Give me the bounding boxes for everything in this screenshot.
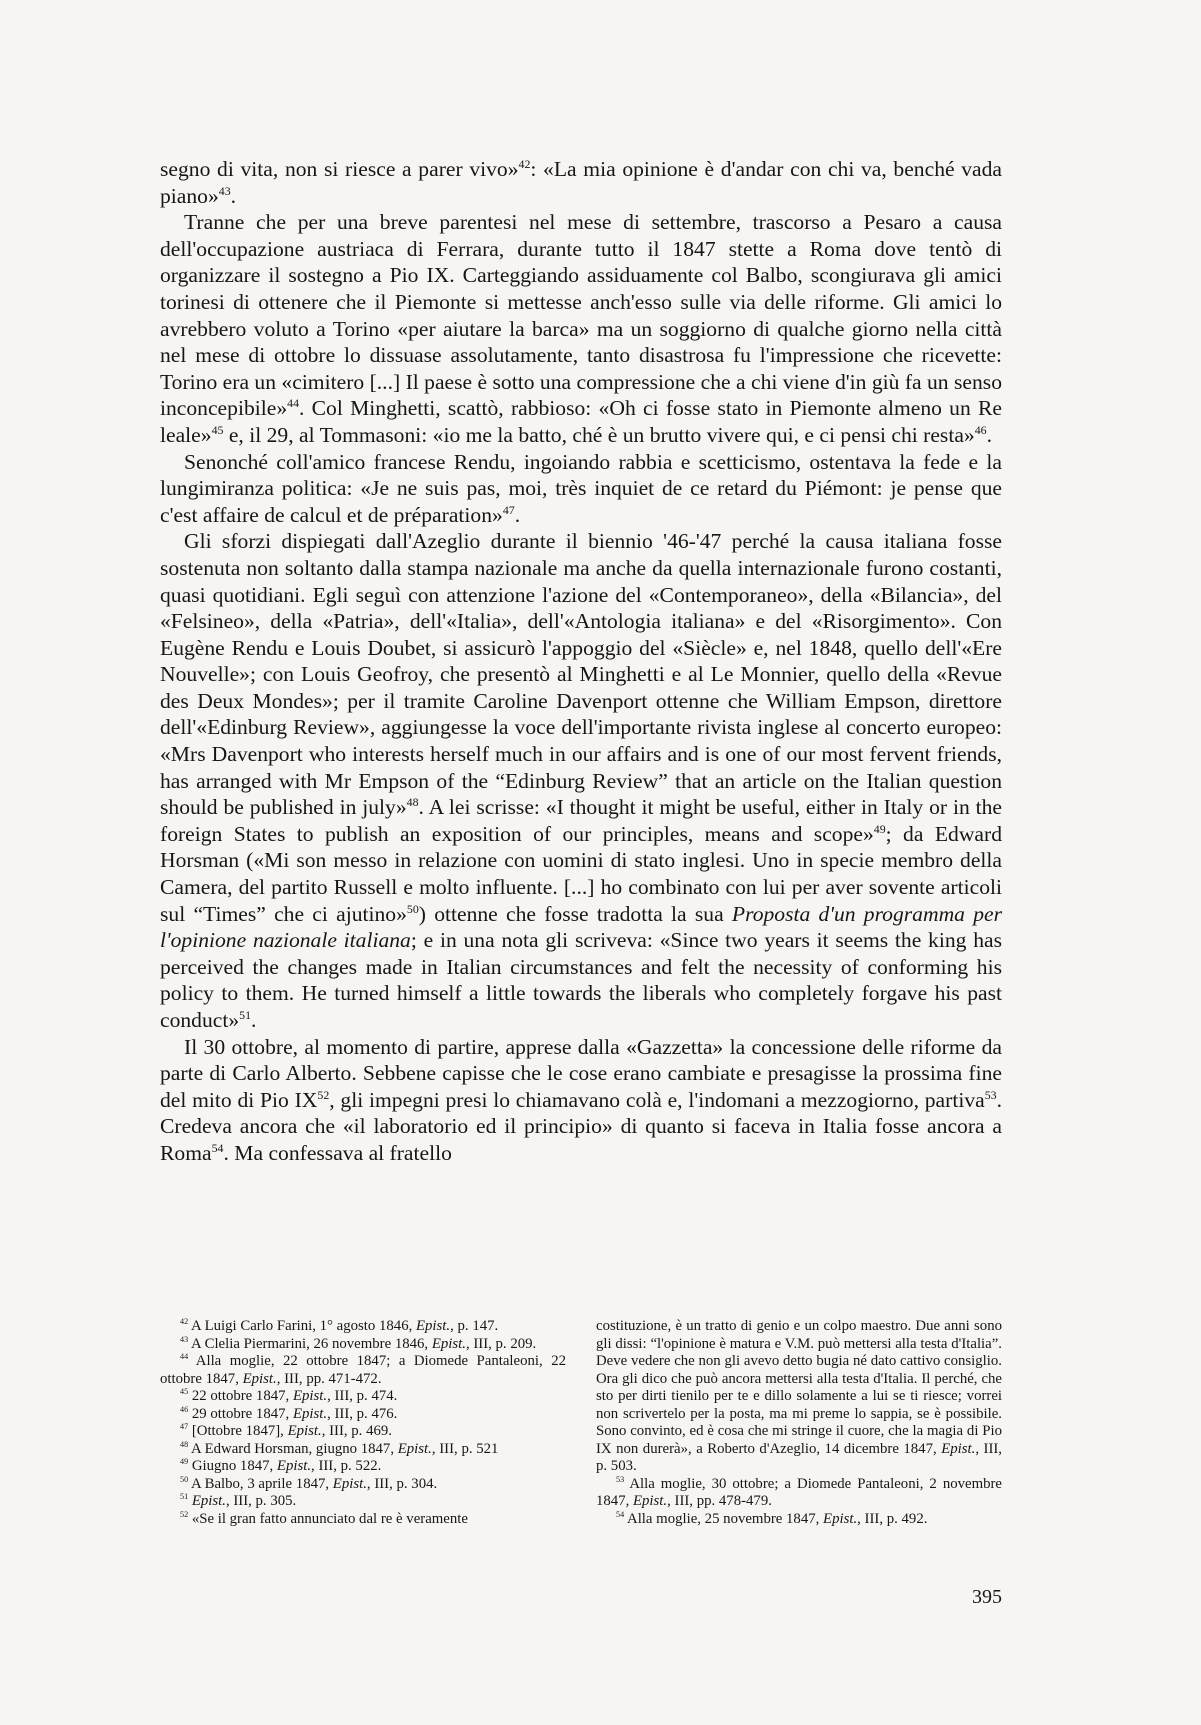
- footnote-ref: 48: [406, 795, 419, 810]
- footnote: $^{45}$ 22 ottobre 1847, Epist., III, p. 474.: [180, 1387, 398, 1404]
- footnote-ref: 51: [239, 1007, 252, 1022]
- page-number: 395: [972, 1586, 1002, 1608]
- italic-title: Epist.: [292, 1388, 328, 1404]
- footnote-ref: 50: [180, 1474, 189, 1484]
- italic-title: Proposta d'un programma per l'opinione nazionale italiana: [160, 901, 1002, 953]
- paragraph: segno di vita, non si riesce a parer vivo»$^{42}$: «La mia opinione è d'andar con chi va, benché vada piano»$^{43}$.: [160, 156, 1002, 208]
- footnote-ref: 49: [873, 821, 886, 836]
- footnote-ref: 54: [616, 1509, 625, 1519]
- footnote-ref: 42: [518, 156, 531, 171]
- footnote-ref: 42: [180, 1317, 189, 1327]
- footnote-ref: 52: [317, 1087, 330, 1102]
- footnote-ref: 46: [180, 1404, 189, 1414]
- italic-title: Epist.: [431, 1335, 466, 1352]
- footnote: $^{48}$ A Edward Horsman, giugno 1847, Epist., III, p. 521: [180, 1439, 499, 1457]
- italic-title: Epist.: [941, 1440, 976, 1457]
- italic-title: Epist.: [332, 1475, 367, 1492]
- footnote: $^{47}$ [Ottobre 1847], Epist., III, p. 469.: [180, 1422, 392, 1439]
- footnote-ref: 51: [180, 1492, 189, 1502]
- footnote: $^{51}$ Epist., III, p. 305.: [180, 1492, 297, 1509]
- footnote-ref: 43: [218, 183, 231, 198]
- footnote-ref: 53: [984, 1087, 997, 1102]
- footnotes: [160, 1318, 1002, 1528]
- paragraph: Tranne che per una breve parentesi nel mese di settembre, trascorso a Pesaro a causa dell'occupazione austriaca di Ferrara, durante tutto il 1847 stette a Roma dove tentò di organizzare il sostegno a Pio IX. Carteggiando assiduamente col Balbo, scongiurava gli amici torinesi di ottenere che il Piemonte si mettesse anch'esso sulle via delle riforme. Gli amici lo avrebbero voluto a Torino «per aiutare la barca» ma un soggiorno di qualche giorno nella città nel mese di ottobre lo dissuase assolutamente, tanto disastrosa fu l'impressione che ricevette: Torino era un «cimitero [...] Il paese è sotto una compressione che a chi viene d'in giù fa un senso inconcepibile»$^{44}$. Col Minghetti, scattò, rabbioso: «Oh ci fosse stato in Piemonte almeno un Re leale»$^{45}$ e, il 29, al Tommasoni: «io me la batto, ché è un brutto vivere qui, e ci pensi chi resta»$^{46}$.: [160, 210, 1002, 447]
- footnote-continuation: costituzione, è un tratto di genio e un colpo maestro. Due anni sono gli dissi: “l'opinione è matura e V.M. può mettersi alla testa d'Italia”. Deve vedere che non gli avevo detto bugia né dato cattivo consiglio. Ora gli dico che può ancora mettersi alla testa d'Italia. Il perché, che sto per dirti tienilo per te e dillo solamente a lui se ti riesce; vorrei non scrivertelo per la posta, ma mi preme lo sappia, se è possibile. Sono convinto, ed è cosa che mi stringe il cuore, che la magia di Pio IX non durerà», a Roberto d'Azeglio, 14 dicembre 1847, Epist., III, p. 503.: [596, 1318, 1002, 1474]
- footnote-ref: 47: [180, 1422, 189, 1432]
- paragraph: Il 30 ottobre, al momento di partire, apprese dalla «Gazzetta» la concessione delle riforme da parte di Carlo Alberto. Sebbene capisse che le cose erano cambiate e presagisse la prossima fine del mito di Pio IX$^{52}$, gli impegni presi lo chiamavano colà e, l'indomani a mezzogiorno, partiva$^{53}$. Credeva ancora che «il laboratorio ed il principio» di quanto si faceva in Italia fosse ancora a Roma$^{54}$. Ma confessava al fratello: [160, 1034, 1002, 1165]
- italic-title: Epist.: [276, 1458, 312, 1474]
- footnote: $^{44}$ Alla moglie, 22 ottobre 1847; a Diomede Pantaleoni, 22 ottobre 1847, Epist., III, pp. 471-472.: [160, 1352, 566, 1387]
- paragraph: Gli sforzi dispiegati dall'Azeglio durante il biennio '46-'47 perché la causa italiana fosse sostenuta non soltanto dalla stampa nazionale ma anche da quella internazionale furono costanti, quasi quotidiani. Egli seguì con attenzione l'azione del «Contemporaneo», della «Bilancia», del «Felsineo», della «Patria», dell'«Italia», dell'«Antologia italiana» e del «Risorgimento». Con Eugène Rendu e Louis Doubet, si assicurò l'appoggio del «Siècle» e, nel 1848, quello dell'«Ere Nouvelle»; con Louis Geofroy, che presentò al Minghetti e al Le Monnier, quello della «Revue des Deux Mondes»; per il tramite Caroline Davenport ottenne che William Empson, direttore dell'«Edinburg Review», aggiungesse la voce dell'importante rivista inglese al concerto europeo: «Mrs Davenport who interests herself much in our affairs and is one of our most fervent friends, has arranged with Mr Empson of the “Edinburg Review” that an article on the Italian question should be published in july»$^{48}$. A lei scrisse: «I thought it might be useful, either in Italy or in the foreign States to publish an exposition of our principles, means and scope»$^{49}$; da Edward Horsman («Mi son messo in relazione con uomini di stato inglesi. Uno in specie membro della Camera, del partito Russell e molto influente. [...] ho combinato con lui per aver sovente articoli sul “Times” che ci ajutino»$^{50}$) ottenne che fosse tradotta la sua Proposta d'un programma per l'opinione nazionale italiana; e in una nota gli scriveva: «Since two years it seems the king has perceived the changes made in Italian circumstances and felt the necessity of conforming his policy to them. He turned himself a little towards the liberals who completely forgave his past conduct»$^{51}$.: [160, 529, 1002, 1032]
- italic-title: Epist.: [633, 1493, 668, 1509]
- footnote: $^{42}$ A Luigi Carlo Farini, 1° agosto 1846, Epist., p. 147.: [180, 1317, 499, 1334]
- paragraph: Senonché coll'amico francese Rendu, ingoiando rabbia e scetticismo, ostentava la fede e la lungimiranza politica: «Je ne suis pas, moi, très inquiet de ce retard du Piémont: je pense que c'est affaire de calcul et de préparation»$^{47}$.: [160, 449, 1002, 527]
- italic-title: Epist.: [191, 1493, 226, 1509]
- footnote-ref: 54: [211, 1140, 224, 1155]
- footnote: $^{43}$ A Clelia Piermarini, 26 novembre 1846, Epist., III, p. 209.: [180, 1334, 537, 1352]
- body-text: [160, 156, 1002, 1167]
- footnote: $^{50}$ A Balbo, 3 aprile 1847, Epist., III, p. 304.: [180, 1474, 438, 1492]
- italic-title: Epist.: [416, 1318, 451, 1334]
- footnotes-left-column: [160, 1318, 566, 1528]
- footnote-ref: 50: [406, 901, 419, 916]
- footnote: $^{53}$ Alla moglie, 30 ottobre; a Diomede Pantaleoni, 2 novembre 1847, Epist., III, pp. 478-479.: [596, 1474, 1002, 1509]
- footnote: $^{49}$ Giugno 1847, Epist., III, p. 522.: [180, 1457, 382, 1474]
- footnote-ref: 46: [974, 422, 987, 437]
- footnote-ref: 45: [211, 422, 224, 437]
- footnotes-right-column: [596, 1318, 1002, 1528]
- footnote-ref: 44: [180, 1352, 189, 1362]
- footnote: $^{54}$ Alla moglie, 25 novembre 1847, Epist., III, p. 492.: [616, 1509, 928, 1527]
- footnote-ref: 45: [180, 1387, 189, 1397]
- footnote-ref: 48: [180, 1439, 189, 1449]
- footnote-ref: 47: [502, 502, 515, 517]
- italic-title: Epist.: [292, 1405, 328, 1422]
- footnote-ref: 53: [616, 1474, 625, 1484]
- italic-title: Epist.: [823, 1510, 858, 1527]
- footnote-ref: 49: [180, 1457, 189, 1467]
- footnote: $^{46}$ 29 ottobre 1847, Epist., III, p. 476.: [180, 1404, 398, 1422]
- italic-title: Epist.: [397, 1440, 432, 1457]
- footnote-ref: 44: [287, 396, 299, 411]
- footnote-ref: 43: [180, 1334, 189, 1344]
- footnote: $^{52}$ «Se il gran fatto annunciato dal re è veramente: [180, 1509, 468, 1527]
- footnote-ref: 52: [180, 1509, 189, 1519]
- italic-title: Epist.: [242, 1370, 277, 1387]
- italic-title: Epist.: [287, 1423, 322, 1439]
